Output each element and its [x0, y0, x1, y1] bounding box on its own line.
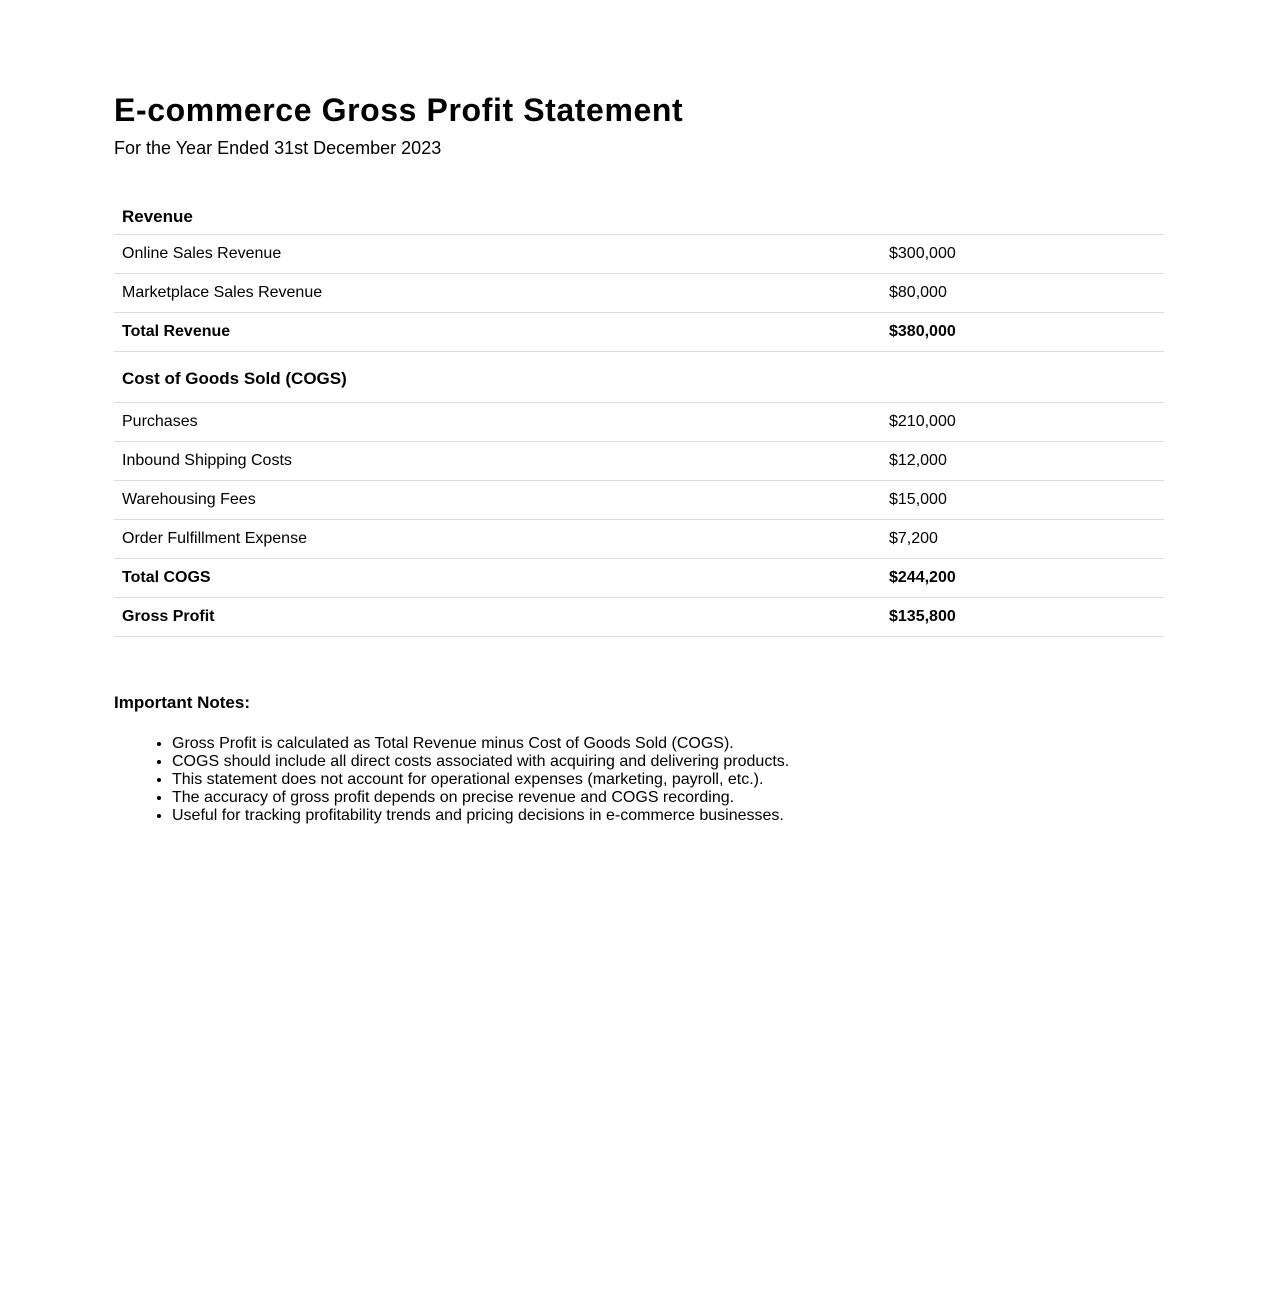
table-row: [114, 235, 1164, 274]
list-item: • Useful for tracking profitability trends and pricing decisions in e-commerce businesses.: [172, 807, 1164, 825]
row-amount: $12,000: [881, 442, 1164, 481]
row-label: Purchases: [114, 403, 881, 442]
row-amount: $244,200: [881, 559, 1164, 598]
section-header-revenue: [114, 200, 1164, 235]
row-amount: $7,200: [881, 520, 1164, 559]
section-header-cogs: [114, 352, 1164, 403]
page-title: E-commerce Gross Profit Statement: [114, 92, 684, 128]
table-row: [114, 520, 1164, 559]
table-row: [114, 481, 1164, 520]
table-row: [114, 274, 1164, 313]
row-label: Total COGS: [114, 559, 881, 598]
row-amount: $135,800: [881, 598, 1164, 637]
statement-table: [114, 200, 1164, 637]
row-label: Order Fulfillment Expense: [114, 520, 881, 559]
list-item: • COGS should include all direct costs associated with acquiring and delivering products.: [172, 753, 1164, 771]
row-label: Warehousing Fees: [114, 481, 881, 520]
row-label: Total Revenue: [114, 313, 881, 352]
table-row: [114, 442, 1164, 481]
notes-heading: Important Notes:: [114, 693, 250, 712]
row-amount: $300,000: [881, 235, 1164, 274]
total-cogs-row: [114, 559, 1164, 598]
page-subtitle: For the Year Ended 31st December 2023: [114, 138, 442, 158]
section-heading: Revenue: [114, 200, 881, 235]
row-label: Marketplace Sales Revenue: [114, 274, 881, 313]
gross-profit-row: [114, 598, 1164, 637]
list-item: • Gross Profit is calculated as Total Revenue minus Cost of Goods Sold (COGS).: [172, 735, 1164, 753]
row-label: Online Sales Revenue: [114, 235, 881, 274]
list-item: • This statement does not account for operational expenses (marketing, payroll, etc.).: [172, 771, 1164, 789]
row-amount: $15,000: [881, 481, 1164, 520]
row-amount: $210,000: [881, 403, 1164, 442]
notes-list: [114, 735, 1164, 825]
table-row: [114, 403, 1164, 442]
row-label: Gross Profit: [114, 598, 881, 637]
section-heading: Cost of Goods Sold (COGS): [114, 352, 881, 403]
row-amount: $80,000: [881, 274, 1164, 313]
list-item: • The accuracy of gross profit depends on precise revenue and COGS recording.: [172, 789, 1164, 807]
statement-document: [114, 88, 1164, 825]
row-amount: $380,000: [881, 313, 1164, 352]
row-label: Inbound Shipping Costs: [114, 442, 881, 481]
total-revenue-row: [114, 313, 1164, 352]
